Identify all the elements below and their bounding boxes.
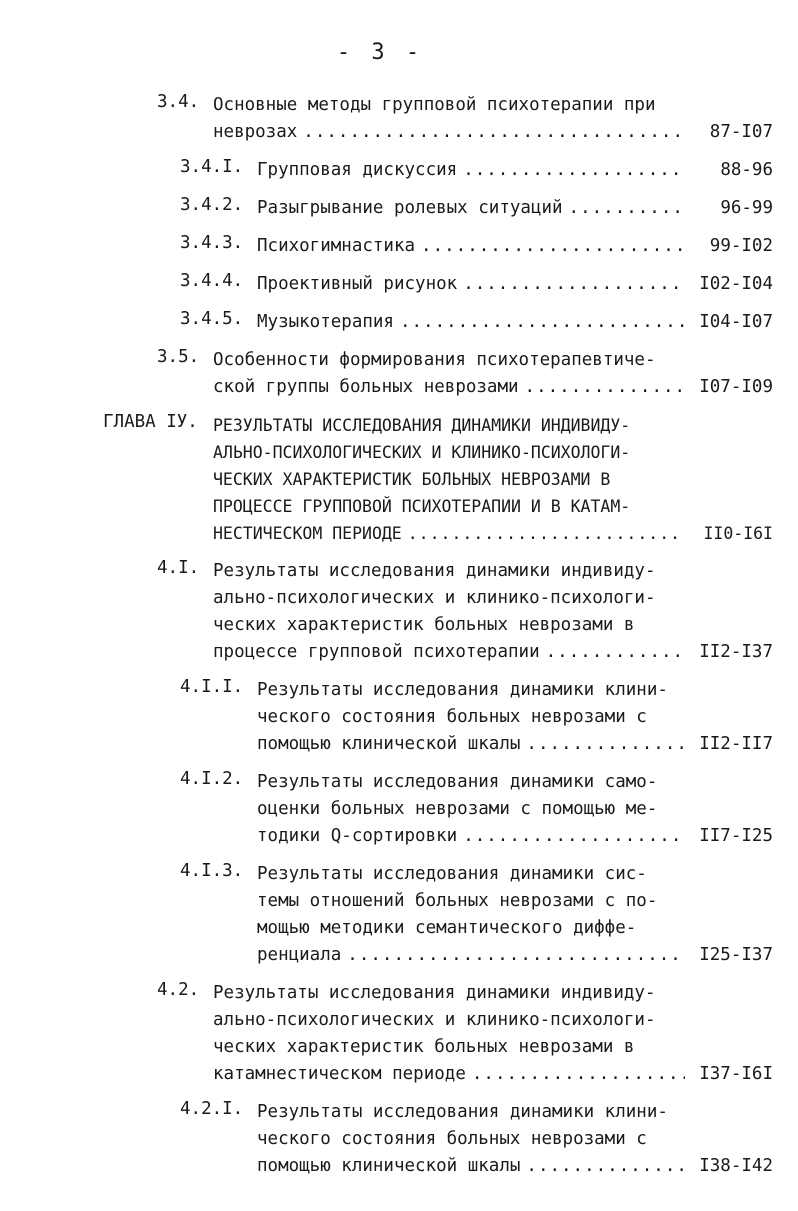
- page-range: 88-96: [720, 160, 773, 180]
- dot-leader: [347, 942, 685, 969]
- entry-title-line: ческих характеристик больных неврозами в: [213, 615, 635, 635]
- toc-entry-3-5: [0, 347, 798, 401]
- dot-leader: [303, 119, 685, 146]
- entry-title-line: Разыгрывание ролевых ситуаций: [257, 198, 563, 218]
- entry-title-line: РЕЗУЛЬТАТЫ ИССЛЕДОВАНИЯ ДИНАМИКИ ИНДИВИДУ-: [213, 416, 631, 435]
- entry-number: 4.2.I.: [180, 1099, 244, 1119]
- dot-leader: [569, 195, 685, 222]
- page-range: 99-I02: [709, 236, 773, 256]
- page-range: I02-I04: [699, 274, 773, 294]
- dot-leader: [463, 823, 685, 850]
- toc-entry-4-2-1: [0, 1099, 798, 1180]
- entry-title-line: Результаты исследования динамики клини-: [257, 1102, 668, 1122]
- entry-number: 3.4.3.: [180, 233, 244, 253]
- entry-title-line: мощью методики семантического диффе-: [257, 918, 637, 938]
- toc-entry-3-4-2: [0, 195, 798, 222]
- toc-entry-3-4: [0, 92, 798, 146]
- entry-number: 3.4.2.: [180, 195, 244, 215]
- entry-number: 3.4.: [157, 92, 200, 112]
- entry-title-line: оценки больных неврозами с помощью ме-: [257, 799, 658, 819]
- page-range: 87-I07: [709, 122, 773, 142]
- entry-title-line: Музыкотерапия: [257, 312, 394, 332]
- dot-leader: [526, 731, 685, 758]
- entry-number: 3.4.5.: [180, 309, 244, 329]
- entry-title-line: Психогимнастика: [257, 236, 416, 256]
- entry-title-line: неврозах: [213, 122, 298, 142]
- dot-leader: [546, 639, 685, 666]
- page-range: II2-II7: [699, 734, 773, 754]
- toc-entry-4-1: [0, 558, 798, 666]
- entry-title-line: Групповая дискуссия: [257, 160, 458, 180]
- dot-leader: [463, 271, 685, 298]
- entry-title-line: ческого состояния больных неврозами с: [257, 707, 647, 727]
- entry-number: 4.I.3.: [180, 861, 244, 881]
- entry-title-line: помощью клинической шкалы: [257, 1156, 521, 1176]
- entry-number: 4.I.I.: [180, 677, 244, 697]
- entry-title-line: Результаты исследования динамики индивиду-: [213, 561, 656, 581]
- entry-title-line: ческих характеристик больных неврозами в: [213, 1037, 635, 1057]
- entry-title-line: тодики Q-сортировки: [257, 826, 458, 846]
- toc-entry-3-4-1: [0, 157, 798, 184]
- entry-title-line: Особенности формирования психотерапевтиче-: [213, 350, 656, 370]
- dot-leader: [463, 157, 685, 184]
- entry-title-line: ально-психологических и клинико-психологи-: [213, 1010, 656, 1030]
- page-range: II7-I25: [699, 826, 773, 846]
- entry-title-line: Основные методы групповой психотерапии при: [213, 95, 656, 115]
- dot-leader: [421, 233, 685, 260]
- entry-title-line: АЛЬНО-ПСИХОЛОГИЧЕСКИХ И КЛИНИКО-ПСИХОЛОГИ-: [213, 443, 631, 462]
- entry-title-line: Результаты исследования динамики индивиду-: [213, 983, 656, 1003]
- dot-leader: [400, 309, 685, 336]
- entry-title-line: Результаты исследования динамики клини-: [257, 680, 668, 700]
- toc-entry-3-4-5: [0, 309, 798, 336]
- entry-number: 3.5.: [157, 347, 200, 367]
- dot-leader: [472, 1061, 685, 1088]
- entry-title-line: темы отношений больных неврозами с по-: [257, 891, 658, 911]
- entry-title-line: ально-психологических и клинико-психологи-: [213, 588, 656, 608]
- entry-number: 3.4.I.: [180, 157, 244, 177]
- entry-number: 4.I.: [157, 558, 200, 578]
- page-range: I37-I6I: [699, 1064, 773, 1084]
- page-range: I04-I07: [699, 312, 773, 332]
- toc-entry-3-4-3: [0, 233, 798, 260]
- entry-title-line: Результаты исследования динамики само-: [257, 772, 658, 792]
- entry-number: 3.4.4.: [180, 271, 244, 291]
- entry-title-line: процессе групповой психотерапии: [213, 642, 540, 662]
- page-range: I38-I42: [699, 1156, 773, 1176]
- dot-leader: [525, 374, 685, 401]
- page-number: - 3 -: [336, 40, 424, 65]
- entry-number: 4.2.: [157, 980, 200, 1000]
- page-range: I07-I09: [699, 377, 773, 397]
- toc-entry-4-1-3: [0, 861, 798, 969]
- entry-title-line: катамнестическом периоде: [213, 1064, 466, 1084]
- toc-entry-3-4-4: [0, 271, 798, 298]
- page-range: 96-99: [720, 198, 773, 218]
- entry-title-line: ЧЕСКИХ ХАРАКТЕРИСТИК БОЛЬНЫХ НЕВРОЗАМИ В: [213, 470, 611, 489]
- entry-title-line: НЕСТИЧЕСКОМ ПЕРИОДЕ: [213, 524, 402, 543]
- entry-title-line: помощью клинической шкалы: [257, 734, 521, 754]
- table-of-contents: [0, 92, 798, 1191]
- page-range: I25-I37: [699, 945, 773, 965]
- chapter-number: ГЛАВА IУ.: [103, 412, 198, 432]
- entry-title-line: Результаты исследования динамики сис-: [257, 864, 647, 884]
- page-range: II2-I37: [699, 642, 773, 662]
- toc-entry-4-2: [0, 980, 798, 1088]
- entry-title-line: ренциала: [257, 945, 342, 965]
- dot-leader: [408, 520, 685, 547]
- toc-entry-4-1-2: [0, 769, 798, 850]
- entry-title-line: Проективный рисунок: [257, 274, 458, 294]
- toc-chapter-4: [0, 412, 798, 547]
- page-range: II0-I6I: [703, 524, 773, 543]
- entry-title-line: ческого состояния больных неврозами с: [257, 1129, 647, 1149]
- entry-number: 4.I.2.: [180, 769, 244, 789]
- entry-title-line: ской группы больных неврозами: [213, 377, 519, 397]
- toc-entry-4-1-1: [0, 677, 798, 758]
- entry-title-line: ПРОЦЕССЕ ГРУППОВОЙ ПСИХОТЕРАПИИ И В КАТАМ-: [213, 497, 631, 516]
- dot-leader: [526, 1153, 685, 1180]
